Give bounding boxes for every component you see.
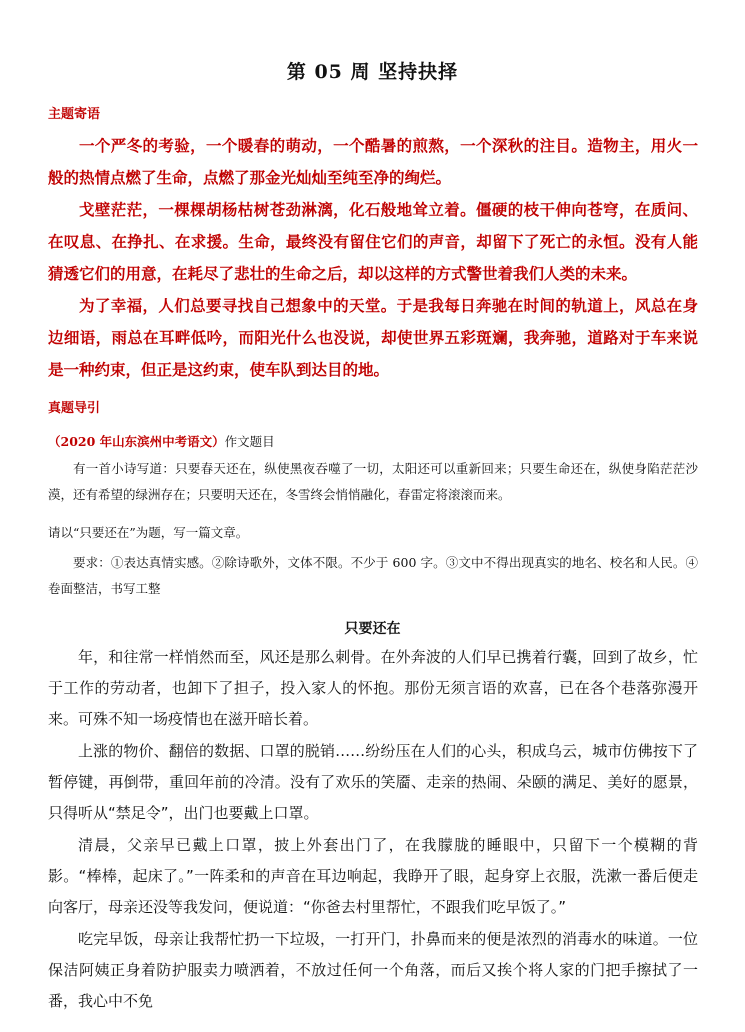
essay-paragraph-1: 年，和往常一样悄然而至，风还是那么刺骨。在外奔波的人们早已携着行囊，回到了故乡，忙于工作的劳动者，也卸下了担子，投入家人的怀抱。那份无须言语的欢喜，已在各个巷落弥漫开来。可殊不知一场疫情也在滋开暗长着。 xyxy=(48,648,698,728)
question-source-exam: （2020 年山东滨州中考语文） xyxy=(48,434,225,449)
theme-paragraph-1: 一个严冬的考验，一个暖春的萌动，一个酷暑的煎熬，一个深秋的注目。造物主，用火一般的热情点燃了生命，点燃了那金光灿灿至纯至净的绚烂。 xyxy=(48,136,698,187)
theme-paragraph-3: 为了幸福，人们总要寻找自己想象中的天堂。于是我每日奔驰在时间的轨道上，风总在身边细语，雨总在耳畔低吟，而阳光什么也没说，却使世界五彩斑斓，我奔驰，道路对于车来说是一种约束，但正是这约束，使车队到达目的地。 xyxy=(48,296,698,379)
theme-paragraph-2: 戈壁茫茫，一棵棵胡杨枯树苍劲淋漓，化石般地耸立着。僵硬的枝干伸向苍穹，在质问、在叹息、在挣扎、在求援。生命，最终没有留住它们的声音，却留下了死亡的永恒。没有人能猜透它们的用意，在耗尽了悲壮的生命之后，却以这样的方式警世着我们人类的未来。 xyxy=(48,200,698,283)
essay-paragraph-4: 吃完早饭，母亲让我帮忙扔一下垃圾，一打开门，扑鼻而来的便是浓烈的消毒水的味道。一位保洁阿姨正身着防护服卖力喷洒着，不放过任何一个角落，而后又挨个将人家的门把手擦拭了一番，我心中不免 xyxy=(48,930,698,1010)
prompt-poem: 有一首小诗写道：只要春天还在，纵使黑夜吞噬了一切，太阳还可以重新回来；只要生命还在，纵使身陷茫茫沙漠，还有希望的绿洲存在；只要明天还在，冬雪终会悄悄融化，春雷定将滚滚而来。 xyxy=(48,461,698,502)
question-source xyxy=(48,432,275,450)
prompt-requirements: 要求：①表达真情实感。②除诗歌外，文体不限。不少于 600 字。③文中不得出现真实的地名、校名和人民。④卷面整洁，书写工整 xyxy=(48,555,698,596)
guide-heading: 真题导引 xyxy=(48,401,101,416)
prompt-instruction: 请以“只要还在”为题，写一篇文章。 xyxy=(48,525,249,540)
essay-title: 只要还在 xyxy=(344,621,401,637)
essay-paragraph-2: 上涨的物价、翻倍的数据、口罩的脱销……纷纷压在人们的心头，积成乌云，城市仿佛按下了暂停键，再倒带，重回年前的冷清。没有了欢乐的笑靥、走亲的热闹、朵颐的满足、美好的愿景，只得听从“禁足令”，出门也要戴上口罩。 xyxy=(48,742,698,822)
question-source-label: 作文题目 xyxy=(224,434,275,449)
essay-paragraph-3: 清晨，父亲早已戴上口罩，披上外套出门了，在我朦胧的睡眼中，只留下一个模糊的背影。“棒棒，起床了。”一阵柔和的声音在耳边响起，我睁开了眼，起身穿上衣服，洗漱一番后便走向客厅，母亲还没等我发问，便说道：“你爸去村里帮忙，不跟我们吃早饭了。” xyxy=(48,836,698,916)
page-title: 第 05 周 坚持抉择 xyxy=(286,61,459,83)
theme-heading: 主题寄语 xyxy=(48,107,101,122)
